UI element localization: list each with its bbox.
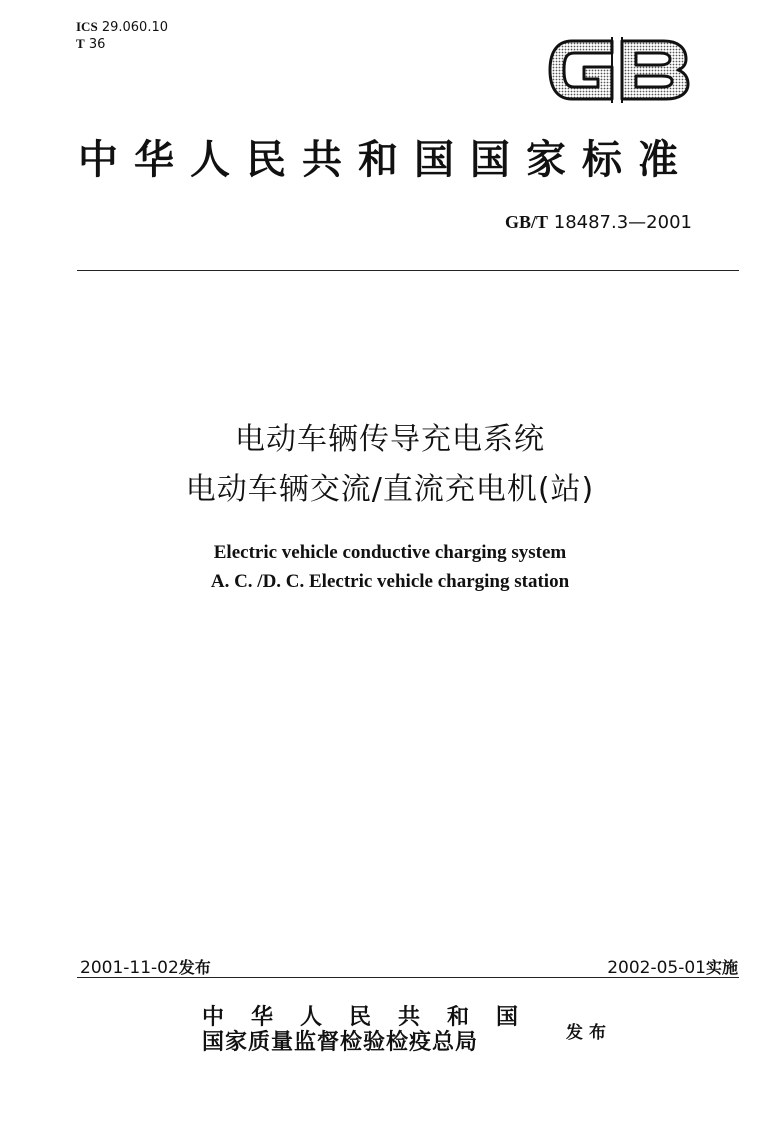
issuer-line2: 国家质量监督检验检疫总局	[202, 1029, 479, 1055]
implement-date-value: 2002-05-01	[607, 958, 706, 978]
implement-date-word: 实施	[705, 958, 738, 977]
ics-block	[76, 19, 168, 53]
ics-code: 29.060.10	[101, 20, 168, 35]
doc-title-en-line1: Electric vehicle conductive charging system	[213, 542, 567, 563]
standard-heading: 中华人民共和国国家标准	[78, 136, 694, 183]
issuer-line1: 中华人民共和国	[202, 1004, 546, 1030]
doc-title-en-line2: A. C. /D. C. Electric vehicle charging station	[210, 571, 570, 592]
header-divider	[77, 270, 739, 271]
doc-title-cn-line1: 电动车辆传导充电系统	[235, 422, 545, 457]
class-label: T	[76, 36, 85, 51]
issue-date-value: 2001-11-02	[80, 958, 179, 978]
ics-label: ICS	[76, 19, 98, 34]
standard-code-number: 18487.3—2001	[553, 212, 692, 233]
issue-date	[80, 955, 211, 978]
standard-code	[505, 212, 692, 233]
footer-divider	[77, 977, 739, 978]
issue-date-word: 发布	[178, 958, 211, 977]
class-code: 36	[88, 37, 106, 52]
issuer-action: 发布	[566, 1023, 612, 1043]
ics-line	[76, 19, 168, 36]
standard-code-prefix: GB/T	[505, 212, 549, 232]
implement-date	[607, 955, 738, 978]
gb-logo	[546, 33, 692, 107]
class-line	[76, 36, 168, 53]
doc-title-cn-line2: 电动车辆交流/直流充电机(站)	[185, 472, 595, 507]
